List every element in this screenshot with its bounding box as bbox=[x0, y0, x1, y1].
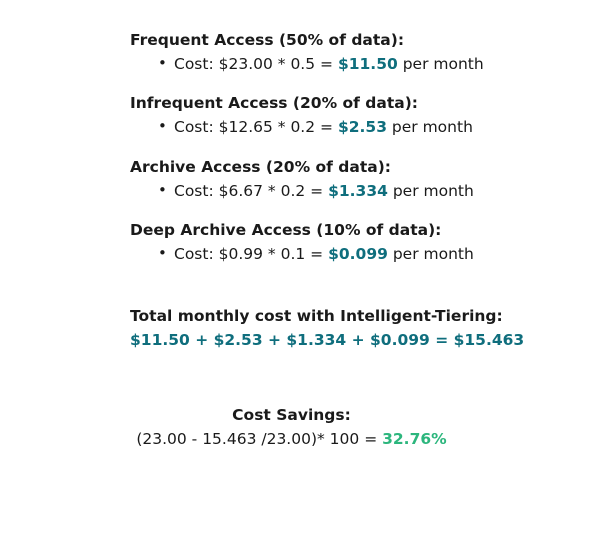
tier-heading: Infrequent Access (20% of data): bbox=[130, 94, 418, 113]
cost-suffix: per month bbox=[386, 118, 473, 137]
cost-line bbox=[174, 180, 474, 202]
tier-block-frequent-access bbox=[40, 30, 563, 75]
cost-savings-heading: Cost Savings: bbox=[232, 405, 351, 424]
tier-block-deep-archive-access bbox=[40, 220, 563, 265]
savings-formula-text: (23.00 - 15.463 /23.00)* 100 = bbox=[136, 430, 383, 449]
cost-suffix: per month bbox=[387, 245, 474, 264]
cost-prefix: Cost: $6.67 * 0.2 = bbox=[174, 181, 329, 200]
total-cost-value: $11.50 + $2.53 + $1.334 + $0.099 = $15.463 bbox=[130, 331, 525, 350]
cost-line bbox=[174, 53, 484, 75]
cost-savings-formula bbox=[40, 428, 543, 451]
cost-suffix: per month bbox=[387, 181, 474, 200]
bullet-icon: • bbox=[158, 117, 167, 136]
tier-heading: Frequent Access (50% of data): bbox=[130, 31, 405, 49]
list-item bbox=[158, 116, 563, 138]
tier-block-archive-access bbox=[40, 157, 563, 202]
tier-heading: Archive Access (20% of data): bbox=[130, 157, 391, 176]
tier-block-infrequent-access bbox=[40, 93, 563, 138]
bullet-icon: • bbox=[158, 244, 167, 263]
list-item bbox=[158, 243, 563, 265]
list-item bbox=[158, 180, 563, 202]
tier-heading: Deep Archive Access (10% of data): bbox=[130, 221, 442, 240]
cost-value: $2.53 bbox=[337, 118, 387, 137]
cost-suffix: per month bbox=[397, 54, 484, 73]
total-cost-block bbox=[40, 306, 563, 353]
cost-prefix: Cost: $12.65 * 0.2 = bbox=[174, 118, 338, 137]
total-cost-heading: Total monthly cost with Intelligent-Tiering: bbox=[130, 306, 503, 325]
cost-prefix: Cost: $0.99 * 0.1 = bbox=[174, 245, 329, 264]
cost-line bbox=[174, 116, 473, 138]
bullet-icon: • bbox=[158, 180, 167, 199]
cost-value: $0.099 bbox=[328, 245, 388, 264]
cost-value: $11.50 bbox=[337, 54, 398, 73]
cost-savings-block bbox=[40, 405, 563, 452]
cost-line bbox=[174, 243, 474, 265]
savings-percent-value: 32.76% bbox=[382, 430, 447, 449]
cost-value: $1.334 bbox=[328, 181, 388, 200]
list-item bbox=[158, 53, 563, 75]
cost-prefix: Cost: $23.00 * 0.5 = bbox=[174, 54, 338, 73]
bullet-icon: • bbox=[158, 53, 167, 72]
